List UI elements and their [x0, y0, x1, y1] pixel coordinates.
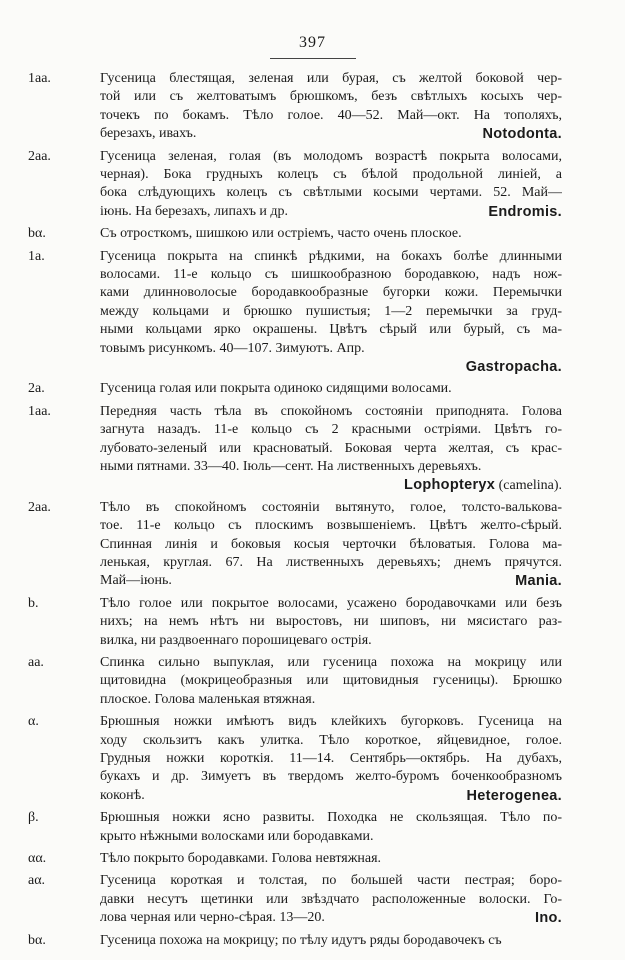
description-line: загнута назадъ. 11-е кольцо съ 2 красными остріями. Цвѣтъ го- [100, 422, 562, 438]
description-line: волосами. 11-е кольцо съ шишкообразною бородавкою, надъ нож- [100, 267, 562, 283]
entry-description [100, 595, 562, 650]
description-last-line [100, 909, 562, 927]
description-line: Гусеница блестящая, зеленая или бурая, съ желтой боковой чер- [100, 71, 562, 86]
entry-key: 2aa. [28, 499, 51, 515]
entry-key: αα. [28, 851, 47, 867]
key-entry [0, 499, 625, 591]
description-last-line [100, 458, 562, 476]
entry-description [100, 248, 562, 377]
key-entry [0, 850, 625, 868]
genus-name: Notodonta. [482, 126, 562, 143]
description-line: Гусеница голая или покрыта одиноко сидящими волосами. [100, 381, 452, 397]
entry-key: bα. [28, 226, 46, 242]
description-last-line [100, 691, 562, 709]
description-line: Тѣло покрыто бородавками. Голова невтяжная. [100, 851, 382, 867]
description-last-line [100, 787, 562, 805]
entry-key: 2a. [28, 381, 45, 397]
genus-line [100, 358, 562, 376]
entry-key: α. [28, 714, 39, 730]
description-line: Май—іюнь. [100, 573, 172, 589]
key-entry [0, 148, 625, 222]
description-last-line [100, 225, 562, 243]
entry-key: aa. [28, 655, 44, 671]
description-line: Гусеница зеленая, голая (въ молодомъ возрастѣ покрыта волосами, [100, 148, 562, 164]
entry-description [100, 850, 562, 868]
description-line: крыто нѣжными волосками или бородавками. [100, 828, 374, 844]
description-line: давки несутъ щетинки или звѣздчато расположенные волоски. Го- [100, 891, 562, 907]
key-entry [0, 70, 625, 144]
genus-name: Gastropacha. [465, 359, 562, 376]
description-line: ными пятнами. 33—40. Іюль—сент. На лиственныхъ деревьяхъ. [100, 459, 482, 475]
description-last-line [100, 380, 562, 398]
description-line: Тѣло въ спокойномъ состояніи вытянуто, голое, толсто-вальковa- [100, 499, 562, 515]
entry-description [100, 70, 562, 144]
description-line: Спинная линія и боковыя косыя черточки бѣловатыя. Голова ма- [100, 536, 562, 552]
key-entry [0, 872, 625, 927]
key-entry [0, 248, 625, 377]
key-entries [0, 70, 625, 954]
key-entry [0, 380, 625, 398]
key-entry [0, 403, 625, 495]
entry-key: b. [28, 595, 39, 611]
genus-name: Heterogenea. [466, 787, 562, 804]
key-entry [0, 595, 625, 650]
entry-description [100, 148, 562, 222]
genus-name: Lophopteryx [404, 477, 496, 494]
description-line: Передняя часть тѣла въ спокойномъ состояніи приподнята. Голова [100, 403, 562, 419]
description-last-line [100, 572, 562, 590]
description-line: точекъ по бокамъ. Тѣло голое. 40—52. Май—окт. На тополяхъ, [100, 107, 562, 123]
description-line: между кольцами и брюшко пушистыя; 1—2 перемычки за груд- [100, 303, 562, 319]
description-line: тое. 11-е кольцо съ плоскимъ возвышеніемъ. Цвѣтъ желто-сѣрый. [100, 518, 562, 534]
entry-key: 1aa. [28, 71, 51, 86]
genus-name: Mania. [515, 573, 562, 590]
entry-description [100, 809, 562, 846]
description-line: ками длинноволосые бородавкообразные бугорки кожи. Перемычки [100, 285, 562, 301]
description-last-line [100, 828, 562, 846]
entry-key: β. [28, 810, 39, 826]
entry-key: bα. [28, 932, 46, 948]
description-last-line [100, 340, 562, 358]
description-line: вилка, ни раздвоеннаго порошицеваго острія. [100, 632, 372, 648]
entry-description [100, 380, 562, 398]
description-line: ходу скользитъ какъ улитка. Тѣло короткое, яйцевидное, голое. [100, 732, 562, 748]
entry-key: 2aa. [28, 148, 51, 164]
key-entry [0, 654, 625, 709]
description-line: Тѣло голое или покрытое волосами, усажено бородавочками или безъ [100, 595, 562, 611]
entry-key: 1a. [28, 248, 45, 264]
entry-description [100, 225, 562, 243]
description-last-line [100, 632, 562, 650]
page-number: 397 [299, 34, 326, 51]
description-line: лубовато-зеленый или красноватый. Боковая черта желтая, съ крас- [100, 440, 562, 456]
description-line: березахъ, ивахъ. [100, 126, 197, 142]
description-last-line [100, 932, 562, 950]
description-line: Гусеница покрыта на спинкѣ рѣдкими, на бокахъ болѣе длинными [100, 248, 562, 264]
description-line: Гусеница короткая и толстая, по большей части пестрая; боро- [100, 873, 562, 889]
description-line: коконѣ. [100, 787, 145, 803]
description-line: плоское. Голова маленькая втяжная. [100, 691, 316, 707]
description-line: іюнь. На березахъ, липахъ и др. [100, 203, 289, 219]
description-line: Грудныя ножки короткія. 11—14. Сентябрь—октябрь. На дубахъ, [100, 751, 562, 767]
description-last-line [100, 203, 562, 221]
genus-name: Ino. [535, 910, 562, 927]
page-number-rule [270, 58, 356, 59]
description-line: Съ отросткомъ, шишкою или остріемъ, часто очень плоское. [100, 226, 462, 242]
entry-key: 1aa. [28, 403, 51, 419]
description-line: букахъ и др. Зимуетъ въ твердомъ желто-буромъ боченкообразномъ [100, 769, 562, 785]
entry-key: aα. [28, 873, 46, 889]
entry-description [100, 654, 562, 709]
entry-description [100, 872, 562, 927]
description-line: нихъ; на немъ нѣтъ ни выростовъ, ни шиповъ, ни мясистаго раз- [100, 614, 562, 630]
description-line: бока слѣдующихъ колецъ съ свѣтлыми косыми чертами. 52. Май— [100, 185, 562, 201]
entry-description [100, 713, 562, 805]
entry-description [100, 403, 562, 495]
species-note: (camelina). [498, 478, 562, 494]
description-line: той или съ желтоватымъ брюшкомъ, безъ свѣтлыхъ косыхъ чер- [100, 89, 562, 105]
description-line: Гусеница похожа на мокрицу; по тѣлу идутъ ряды бородавочекъ съ [100, 932, 502, 948]
key-entry [0, 225, 625, 243]
description-line: черная). Бока грудныхъ колецъ съ бѣлой продольной линіей, а [100, 167, 562, 183]
description-line: Спинка сильно выпуклая, или гусеница похожа на мокрицу или [100, 655, 562, 671]
description-line: щитовидна (мокрицеобразныя или щитовидныя гусеницы). Брюшко [100, 673, 562, 689]
description-line: ными кольцами ярко окрашены. Цвѣтъ сѣрый или бурый, съ ма- [100, 322, 562, 338]
description-line: лова черная или черно-сѣрая. 13—20. [100, 910, 325, 926]
description-line: Брюшныя ножки ясно развиты. Походка не скользящая. Тѣло по- [100, 810, 562, 826]
description-last-line [100, 850, 562, 868]
entry-description [100, 932, 562, 950]
key-entry [0, 713, 625, 805]
description-last-line [100, 125, 562, 143]
description-line: Брюшныя ножки имѣютъ видъ клейкихъ бугорковъ. Гусеница на [100, 714, 562, 730]
description-line: товымъ рисункомъ. 40—107. Зимуютъ. Апр. [100, 340, 365, 356]
key-entry [0, 809, 625, 846]
description-line: ленькая, круглая. 67. На лиственныхъ деревьяхъ; днемъ прячутся. [100, 555, 562, 571]
key-entry [0, 932, 625, 950]
genus-line [100, 476, 562, 494]
genus-name: Endromis. [488, 203, 562, 220]
entry-description [100, 499, 562, 591]
